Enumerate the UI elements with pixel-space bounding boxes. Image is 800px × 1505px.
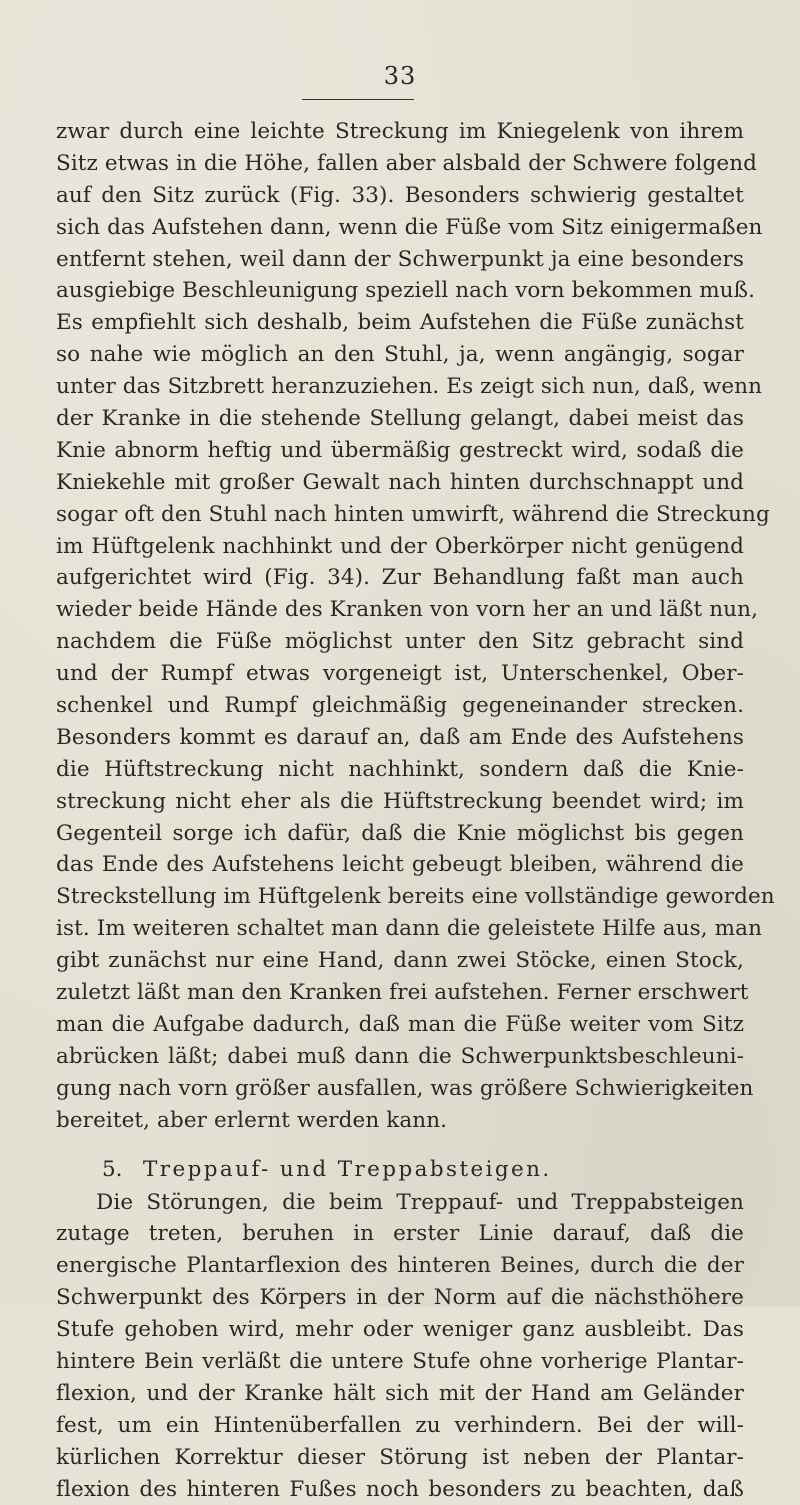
section-number: 5. — [102, 1157, 123, 1182]
text-line: zuletzt läßt man den Kranken frei aufstehen. Ferner erschwert — [56, 977, 744, 1009]
text-line: streckung nicht eher als die Hüftstreckung beendet wird; im — [56, 786, 744, 818]
text-line: flexion des hinteren Fußes noch besonders zu beachten, daß — [56, 1474, 744, 1505]
paragraph-1 — [56, 116, 744, 1137]
text-line: unter das Sitzbrett heranzuziehen. Es zeigt sich nun, daß, wenn — [56, 371, 744, 403]
text-line: Sitz etwas in die Höhe, fallen aber alsbald der Schwere folgend — [56, 148, 744, 180]
text-line: Knie abnorm heftig und übermäßig gestreckt wird, sodaß die — [56, 435, 744, 467]
text-line: schenkel und Rumpf gleichmäßig gegeneinander strecken. — [56, 690, 744, 722]
text-line: Kniekehle mit großer Gewalt nach hinten durchschnappt und — [56, 467, 744, 499]
text-line: zutage treten, beruhen in erster Linie darauf, daß die — [56, 1218, 744, 1250]
text-line: Streckstellung im Hüftgelenk bereits eine vollständige geworden — [56, 881, 744, 913]
text-line: nachdem die Füße möglichst unter den Sitz gebracht sind — [56, 626, 744, 658]
section-title: Treppauf- und Treppabsteigen. — [143, 1157, 552, 1182]
text-line: ist. Im weiteren schaltet man dann die geleistete Hilfe aus, man — [56, 913, 744, 945]
text-line: gibt zunächst nur eine Hand, dann zwei Stöcke, einen Stock, — [56, 945, 744, 977]
section-spacer — [56, 1137, 744, 1153]
text-line: das Ende des Aufstehens leicht gebeugt bleiben, während die — [56, 849, 744, 881]
text-line: bereitet, aber erlernt werden kann. — [56, 1105, 744, 1137]
text-line: gung nach vorn größer ausfallen, was größere Schwierigkeiten — [56, 1073, 744, 1105]
text-line: Stufe gehoben wird, mehr oder weniger ganz ausbleibt. Das — [56, 1314, 744, 1346]
text-line: aufgerichtet wird (Fig. 34). Zur Behandlung faßt man auch — [56, 562, 744, 594]
header-rule — [302, 99, 414, 100]
text-line: der Kranke in die stehende Stellung gelangt, dabei meist das — [56, 403, 744, 435]
text-line: man die Aufgabe dadurch, daß man die Füße weiter vom Sitz — [56, 1009, 744, 1041]
text-line: und der Rumpf etwas vorgeneigt ist, Unterschenkel, Ober- — [56, 658, 744, 690]
paragraph-2 — [56, 1187, 744, 1505]
text-line: Es empfiehlt sich deshalb, beim Aufstehen die Füße zunächst — [56, 307, 744, 339]
text-line: ausgiebige Beschleunigung speziell nach vorn bekommen muß. — [56, 275, 744, 307]
text-line: auf den Sitz zurück (Fig. 33). Besonders schwierig gestaltet — [56, 180, 744, 212]
text-line: sich das Aufstehen dann, wenn die Füße vom Sitz einigermaßen — [56, 212, 744, 244]
text-line: so nahe wie möglich an den Stuhl, ja, wenn angängig, sogar — [56, 339, 744, 371]
page-number: 33 — [0, 62, 800, 90]
text-line: fest, um ein Hintenüberfallen zu verhindern. Bei der will- — [56, 1410, 744, 1442]
text-line: Gegenteil sorge ich dafür, daß die Knie möglichst bis gegen — [56, 818, 744, 850]
text-line: zwar durch eine leichte Streckung im Kniegelenk von ihrem — [56, 116, 744, 148]
text-line: Besonders kommt es darauf an, daß am Ende des Aufstehens — [56, 722, 744, 754]
text-line: energische Plantarflexion des hinteren Beines, durch die der — [56, 1250, 744, 1282]
text-line: wieder beide Hände des Kranken von vorn her an und läßt nun, — [56, 594, 744, 626]
body-text — [56, 116, 744, 1505]
text-line: im Hüftgelenk nachhinkt und der Oberkörper nicht genügend — [56, 531, 744, 563]
text-line: sogar oft den Stuhl nach hinten umwirft, während die Streckung — [56, 499, 744, 531]
text-line: flexion, und der Kranke hält sich mit der Hand am Geländer — [56, 1378, 744, 1410]
text-line: Die Störungen, die beim Treppauf- und Treppabsteigen — [56, 1187, 744, 1219]
text-line: abrücken läßt; dabei muß dann die Schwerpunktsbeschleuni- — [56, 1041, 744, 1073]
text-line: kürlichen Korrektur dieser Störung ist neben der Plantar- — [56, 1442, 744, 1474]
section-heading — [56, 1153, 744, 1187]
text-line: Schwerpunkt des Körpers in der Norm auf die nächsthöhere — [56, 1282, 744, 1314]
text-line: hintere Bein verläßt die untere Stufe ohne vorherige Plantar- — [56, 1346, 744, 1378]
text-line: entfernt stehen, weil dann der Schwerpunkt ja eine besonders — [56, 244, 744, 276]
text-line: die Hüftstreckung nicht nachhinkt, sondern daß die Knie- — [56, 754, 744, 786]
